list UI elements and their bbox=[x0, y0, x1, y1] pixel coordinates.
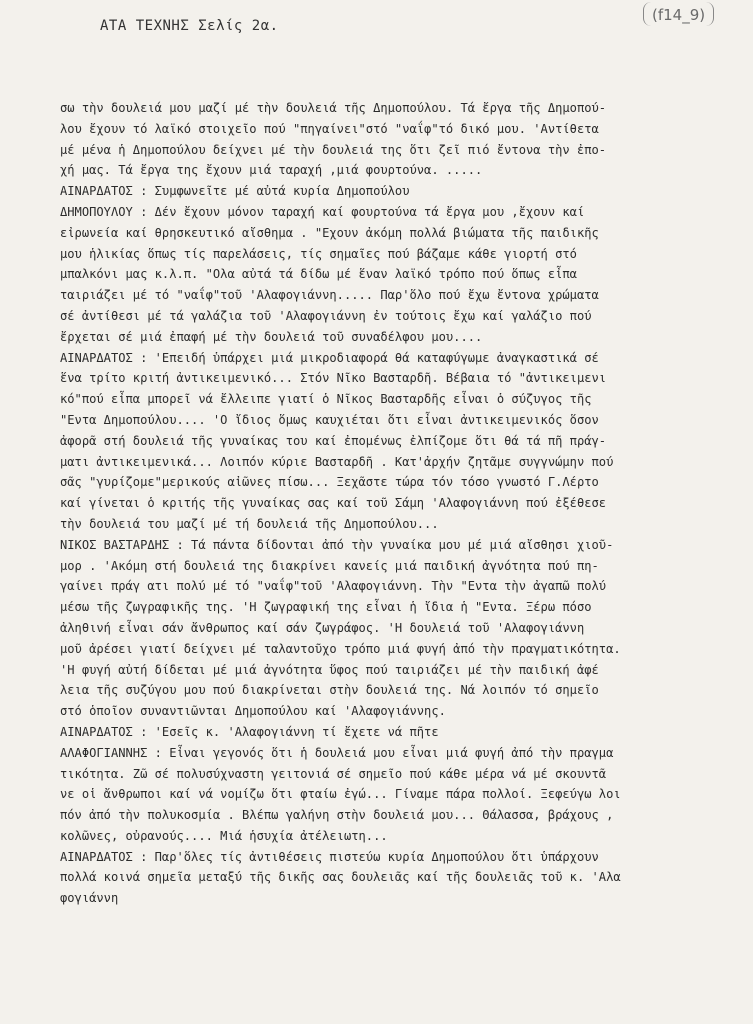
text-line: χή μας. Τά ἔργα της ἔχουν μιά ταραχή ,μιά φουρτούνα. ..... bbox=[60, 163, 483, 178]
text-line: ΔΗΜΟΠΟΥΛΟΥ : Δέν ἔχουν μόνον ταραχή καί φουρτούνα τά ἔργα μου ,ἔχουν καί bbox=[60, 204, 585, 219]
text-line: ἕνα τρίτο κριτή ἀντικειμενικό... Στόν Νῖκο Βασταρδῆ. Βέβαια τό "ἀντικειμενι bbox=[60, 371, 607, 386]
text-line: κολῶνες, οὐρανούς.... Μιά ἡσυχία ἀτέλειωτη... bbox=[60, 828, 388, 843]
text-line: σᾶς "γυρίζομε"μερικούς αἰῶνες πίσω... Ξεχᾶστε τώρα τόν τόσο γνωστό Γ.Λέρτο bbox=[60, 475, 599, 490]
archive-reference-note: (f14_9) bbox=[643, 2, 714, 26]
text-line: ΑΙΝΑΡΔΑΤΟΣ : Παρ'ὅλες τίς ἀντιθέσεις πιστεύω κυρία Δημοπούλου ὅτι ὑπάρχουν bbox=[60, 849, 599, 864]
text-line: ΑΙΝΑΡΔΑΤΟΣ : Συμφωνεῖτε μέ αὐτά κυρία Δημοπούλου bbox=[60, 184, 410, 199]
text-line: ΝΙΚΟΣ ΒΑΣΤΑΡΔΗΣ : Τά πάντα δίδονται ἀπό τὴν γυναίκα μου μέ μιά αἴσθησι χιοῦ- bbox=[60, 537, 614, 552]
text-line: τικότητα. Ζῶ σέ πολυσύχναστη γειτονιά σέ σημεῖο πού κάθε μέρα νά μέ σκουντᾶ bbox=[60, 766, 607, 781]
text-line: κό"πού εἶπα μπορεῖ νά ἔλλειπε γιατί ὁ Νῖκος Βασταρδῆς εἶναι ὁ σύζυγος τῆς bbox=[60, 392, 592, 407]
text-line: τὴν δουλειά του μαζί μέ τή δουλειά τῆς Δημοπούλου... bbox=[60, 516, 439, 531]
text-line: λου ἔχουν τό λαϊκό στοιχεῖο πού "πηγαίνει"στό "ναΐφ"τό δικό μου. 'Αντίθετα bbox=[60, 121, 599, 136]
text-line: ΑΙΝΑΡΔΑΤΟΣ : 'Επειδή ὑπάρχει μιά μικροδιαφορά θά καταφύγωμε ἀναγκαστικά σέ bbox=[60, 350, 599, 365]
text-line: νε οἱ ἄνθρωποι καί νά νομίζω ὅτι φταίω ἐγώ... Γίναμε πάρα πολλοί. Ξεφεύγω λοι bbox=[60, 787, 621, 802]
document-body bbox=[60, 98, 748, 909]
text-line: σέ ἀντίθεσι μέ τά γαλάζια τοῦ 'Αλαφογιάννη ἐν τούτοις ἔχω καί γαλάζιο πού bbox=[60, 308, 592, 323]
text-line: μέσω τῆς ζωγραφικῆς της. 'Η ζωγραφική της εἶναι ἡ ἴδια ἡ "Εντα. Ξέρω πόσο bbox=[60, 600, 592, 615]
text-line: ἀφορᾶ στή δουλειά τῆς γυναίκας του καί ἐπομένως ἐλπίζομε ὅτι θά τά πῆ πράγ- bbox=[60, 433, 607, 448]
text-line: λεια τῆς συζύγου μου πού διακρίνεται στὴν δουλειά της. Νά λοιπόν τό σημεῖο bbox=[60, 683, 599, 698]
text-line: ματι ἀντικειμενικά... Λοιπόν κύριε Βασταρδῆ . Κατ'ἀρχήν ζητᾶμε συγγνώμην πού bbox=[60, 454, 614, 469]
text-line: ἀληθινή εἶναι σάν ἄνθρωπος καί σάν ζωγράφος. 'Η δουλειά τοῦ 'Αλαφογιάννη bbox=[60, 620, 585, 635]
text-line: μοῦ ἀρέσει γιατί δείχνει μέ ταλαντοῦχο τρόπο μιά φυγή ἀπό τὴν πραγματικότητα. bbox=[60, 641, 621, 656]
text-line: εἰρωνεία καί θρησκευτικό αἴσθημα . "Εχουν ἀκόμη πολλά βιώματα τῆς παιδικῆς bbox=[60, 225, 599, 240]
text-line: γαίνει πράγ ατι πολύ μέ τό "ναΐφ"τοῦ 'Αλαφογιάννη. Τὴν "Εντα τὴν ἀγαπῶ πολύ bbox=[60, 579, 607, 594]
text-line: ἔρχεται σέ μιά ἐπαφή μέ τὴν δουλειά τοῦ συναδέλφου μου.... bbox=[60, 329, 483, 344]
text-line: μορ . 'Ακόμη στή δουλειά της διακρίνει κανείς μιά παιδική ἀγνότητα πού πη- bbox=[60, 558, 599, 573]
text-line: ΑΛΑΦΟΓΙΑΝΝΗΣ : Εἶναι γεγονός ὅτι ἡ δουλειά μου εἶναι μιά φυγή ἀπό τὴν πραγμα bbox=[60, 745, 614, 760]
text-line: πόν ἀπό τὴν πολυκοσμία . Βλέπω γαλήνη στὴν δουλειά μου... Θάλασσα, βράχους , bbox=[60, 808, 614, 823]
page-header: ΑΤΑ ΤΕΧΝΗΣ Σελίς 2α. bbox=[100, 18, 279, 34]
text-line: "Εντα Δημοπούλου.... 'Ο ἴδιος ὅμως καυχιέται ὅτι εἶναι ἀντικειμενικός ὅσον bbox=[60, 412, 599, 427]
text-line: μου ἡλικίας ὅπως τίς παρελάσεις, τίς σημαῖες πού βάζαμε κάθε γιορτή στό bbox=[60, 246, 577, 261]
text-line: μέ μένα ἡ Δημοπούλου δείχνει μέ τὴν δουλειά της ὅτι ζεῖ πιό ἔντονα τὴν ἐπο- bbox=[60, 142, 607, 157]
text-line: πολλά κοινά σημεῖα μεταξύ τῆς δικῆς σας δουλειᾶς καί τῆς δουλειᾶς τοῦ κ. 'Αλα bbox=[60, 870, 621, 885]
text-line: μπαλκόνι μας κ.λ.π. "Ολα αὐτά τά δίδω μέ ἕναν λαϊκό τρόπο πού ὅπως εἶπα bbox=[60, 267, 577, 282]
text-line: σω τὴν δουλειά μου μαζί μέ τὴν δουλειά τῆς Δημοπούλου. Τά ἔργα τῆς Δημοπού- bbox=[60, 101, 607, 115]
text-line: ΑΙΝΑΡΔΑΤΟΣ : 'Εσεῖς κ. 'Αλαφογιάννη τί ἔχετε νά πῆτε bbox=[60, 724, 439, 739]
text-line: φογιάννη bbox=[60, 891, 119, 906]
text-line: στό ὁποῖον συναντιῶνται Δημοπούλου καί 'Αλαφογιάννης. bbox=[60, 704, 446, 719]
text-line: 'Η φυγή αὐτή δίδεται μέ μιά ἀγνότητα ὕφος πού ταιριάζει μέ τὴν παιδική ἀφέ bbox=[60, 662, 599, 677]
text-line: ταιριάζει μέ τό "ναΐφ"τοῦ 'Αλαφογιάννη..... Παρ'ὅλο πού ἔχω ἔντονα χρώματα bbox=[60, 288, 599, 303]
text-line: καί γίνεται ὁ κριτής τῆς γυναίκας σας καί τοῦ Σάμη 'Αλαφογιάννη πού ἐξέθεσε bbox=[60, 496, 607, 511]
